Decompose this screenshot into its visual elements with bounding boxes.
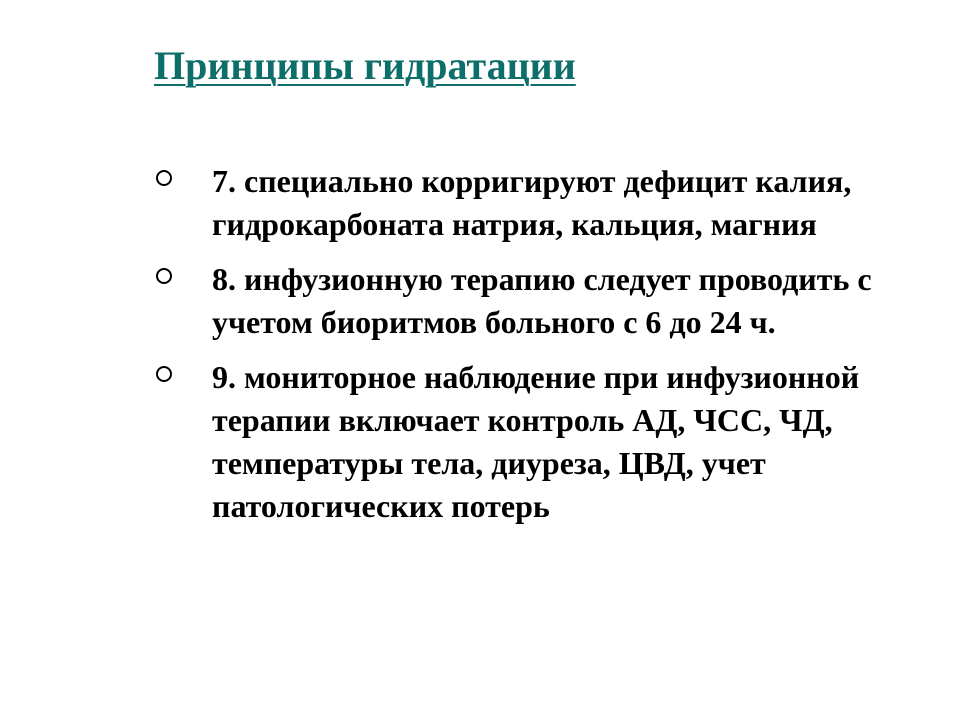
hollow-circle-bullet-icon — [156, 268, 172, 284]
hollow-circle-bullet-icon — [156, 366, 172, 382]
hollow-circle-bullet-icon — [156, 170, 172, 186]
list-item — [154, 356, 914, 528]
bullet-text: 8. инфузионную терапию следует проводить с учетом биоритмов больного с 6 до 24 ч. — [212, 261, 872, 340]
list-item — [154, 160, 914, 246]
bullet-text: 7. специально корригируют дефицит калия, гидрокарбоната натрия, кальция, магния — [212, 163, 852, 242]
bullet-text: 9. мониторное наблюдение при инфузионной терапии включает контроль АД, ЧСС, ЧД, температуры тела, диуреза, ЦВД, учет патологических потерь — [212, 359, 860, 524]
bullet-list — [154, 160, 914, 540]
slide-title: Принципы гидратации — [154, 43, 576, 88]
list-item — [154, 258, 914, 344]
